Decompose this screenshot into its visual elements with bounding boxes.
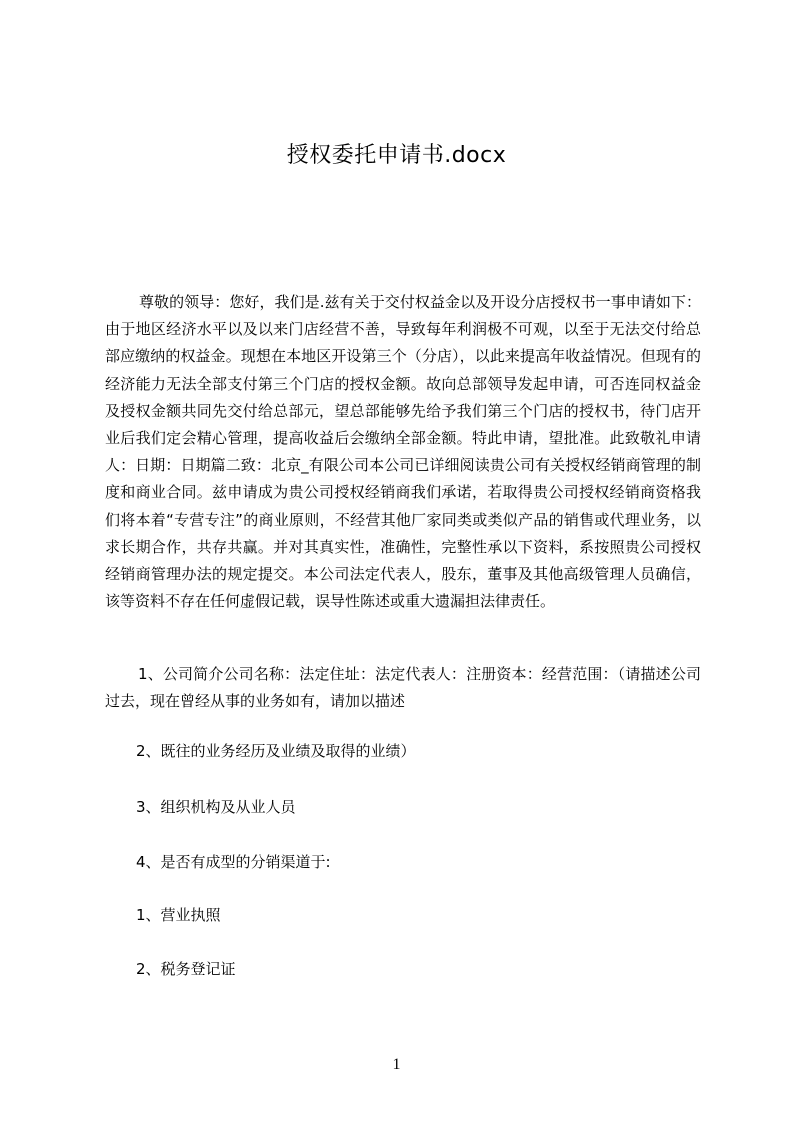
document-title: 授权委托申请书.docx <box>286 143 507 168</box>
page-number: 1 <box>392 1056 401 1073</box>
body-paragraph: 尊敬的领导：您好，我们是.兹有关于交付权益金以及开设分店授权书一事申请如下：由于地区经济水平以及以来门店经营不善，导致每年利润极不可观，以至于无法交付给总部应缴纳的权益金。现想在本地区开设第三个（分店），以此来提高年收益情况。但现有的经济能力无法全部支付第三个门店的授权金额。故向总部领导发起申请，可否连同权益金及授权金额共同先交付给总部元，望总部能够先给予我们第三个门店的授权书，待门店开业后我们定会精心管理，提高收益后会缴纳全部金额。特此申请，望批准。此致敬礼申请人：日期：日期篇二致：北京_有限公司本公司已详细阅读贵公司有关授权经销商管理的制度和商业合同。兹申请成为贵公司授权经销商我们承诺，若取得贵公司授权经销商资格我们将本着“专营专注”的商业原则，不经营其他厂家同类或类似产品的销售或代理业务，以求长期合作，共存共赢。并对其真实性，准确性，完整性承以下资料，系按照贵公司授权经销商管理办法的规定提交。本公司法定代表人，股东，董事及其他高级管理人员确信，该等资料不存在任何虚假记载，误导性陈述或重大遗漏担法律责任。 <box>105 293 701 611</box>
list-item-business-license: 1、营业执照 <box>136 906 221 924</box>
list-item-tax-registration: 2、税务登记证 <box>136 960 236 978</box>
list-item-business-history: 2、既往的业务经历及业绩及取得的业绩） <box>136 742 416 760</box>
list-item-distribution-channels: 4、是否有成型的分销渠道于: <box>136 853 331 871</box>
list-item-organization: 3、组织机构及从业人员 <box>136 798 296 816</box>
company-intro-paragraph: 1、公司简介公司名称：法定住址：法定代表人：注册资本：经营范围：（请描述公司过去，现在曾经从事的业务如有，请加以描述 <box>105 665 701 710</box>
